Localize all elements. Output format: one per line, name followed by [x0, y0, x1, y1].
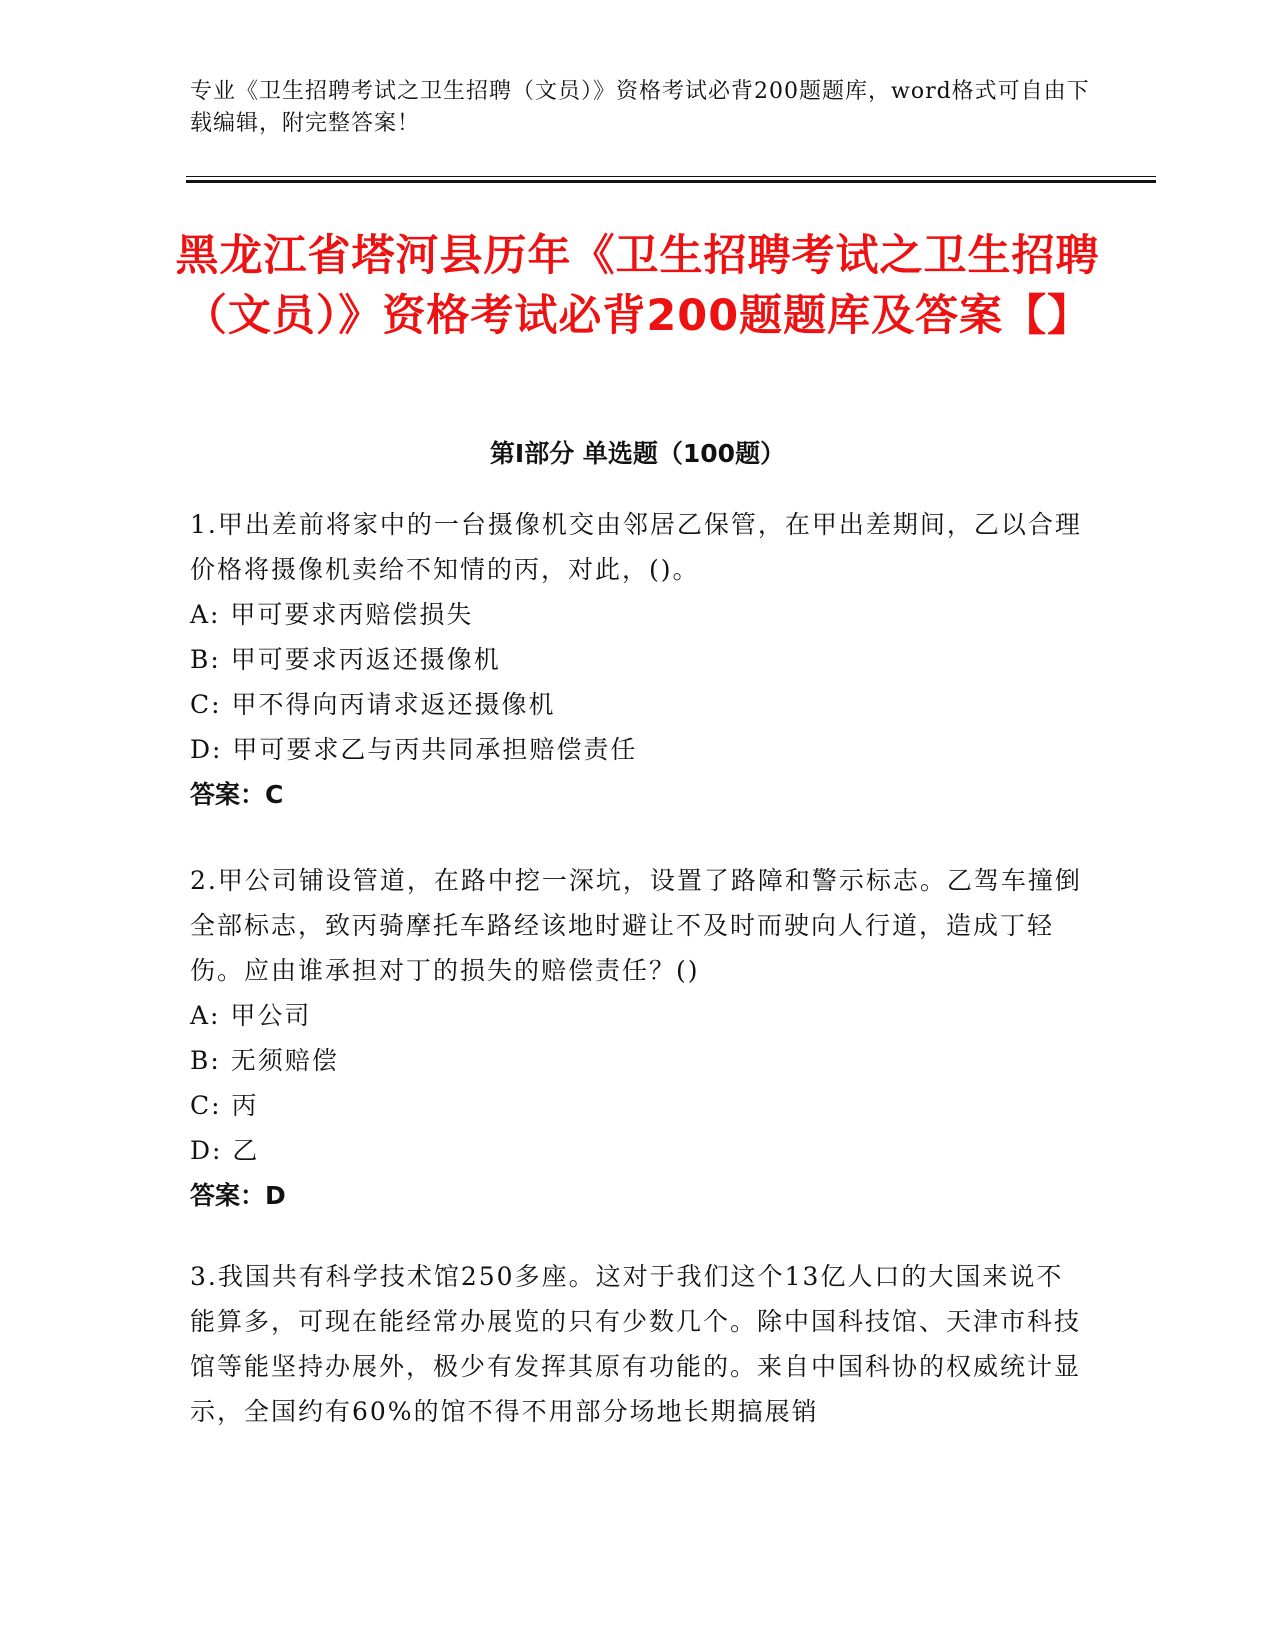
section-heading: 第I部分 单选题（100题）: [489, 439, 786, 468]
option-a: A: 甲公司: [190, 1001, 312, 1030]
header-divider: [186, 176, 1156, 177]
option-b: B: 甲可要求丙返还摄像机: [190, 645, 501, 674]
header-divider-thick: [186, 180, 1156, 183]
question-1: [190, 502, 1090, 817]
option-d: D: 乙: [190, 1136, 260, 1165]
option-d: D: 甲可要求乙与丙共同承担赔偿责任: [190, 735, 638, 764]
option-a: A: 甲可要求丙赔偿损失: [190, 600, 474, 629]
question-text: 1.甲出差前将家中的一台摄像机交由邻居乙保管，在甲出差期间，乙以合理价格将摄像机卖给不知情的丙，对此，()。: [190, 510, 1082, 584]
answer: 答案：C: [190, 780, 284, 809]
question-text: 3.我国共有科学技术馆250多座。这对于我们这个13亿人口的大国来说不能算多，可现在能经常办展览的只有少数几个。除中国科技馆、天津市科技馆等能坚持办展外，极少有发挥其原有功能的。来自中国科协的权威统计显示，全国约有60%的馆不得不用部分场地长期搞展销: [190, 1262, 1082, 1426]
document-title: 黑龙江省塔河县历年《卫生招聘考试之卫生招聘（文员）》资格考试必背200题题库及答案【】: [175, 231, 1100, 341]
question-2: [190, 858, 1090, 1218]
header-note: 专业《卫生招聘考试之卫生招聘（文员）》资格考试必背200题题库，word格式可自由下载编辑，附完整答案！: [190, 79, 1090, 136]
question-3: [190, 1254, 1090, 1434]
answer: 答案：D: [190, 1181, 286, 1210]
option-b: B: 无须赔偿: [190, 1046, 339, 1075]
question-text: 2.甲公司铺设管道，在路中挖一深坑，设置了路障和警示标志。乙驾车撞倒全部标志，致丙骑摩托车路经该地时避让不及时而驶向人行道，造成丁轻伤。应由谁承担对丁的损失的赔偿责任？(): [190, 866, 1082, 985]
option-c: C: 丙: [190, 1091, 259, 1120]
option-c: C: 甲不得向丙请求返还摄像机: [190, 690, 556, 719]
